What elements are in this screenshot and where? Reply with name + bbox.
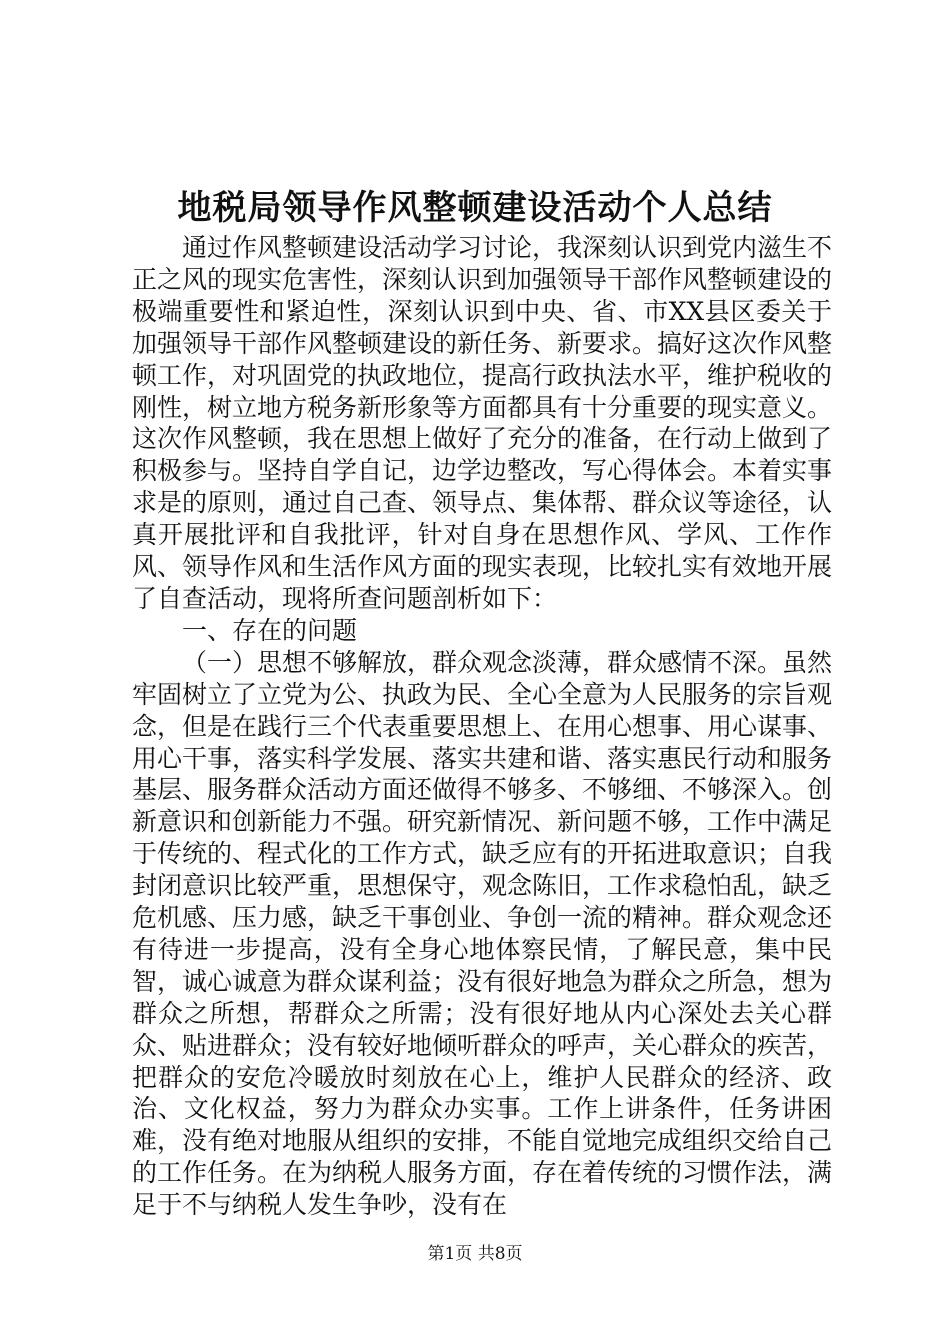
- section-heading: 一、存在的问题: [182, 615, 358, 645]
- document-body: [132, 232, 832, 1221]
- body-paragraph: （一）思想不够解放，群众观念淡薄，群众感情不深。虽然牢固树立了立党为公、执政为民、全心全意为人民服务的宗旨观念，但是在践行三个代表重要思想上、在用心想事、用心谋事、用心干事，落实科学发展、落实共建和谐、落实惠民行动和服务基层、服务群众活动方面还做得不够多、不够细、不够深入。创新意识和创新能力不强。研究新情况、新问题不够，工作中满足于传统的、程式化的工作方式，缺乏应有的开拓进取意识；自我封闭意识比较严重，思想保守，观念陈旧，工作求稳怕乱，缺乏危机感、压力感，缺乏干事创业、争创一流的精神。群众观念还有待进一步提高，没有全身心地体察民情，了解民意，集中民智，诚心诚意为群众谋利益；没有很好地急为群众之所急，想为群众之所想，帮群众之所需；没有很好地从内心深处去关心群众、贴进群众；没有较好地倾听群众的呼声，关心群众的疾苦，把群众的安危冷暖放时刻放在心上，维护人民群众的经济、政治、文化权益，努力为群众办实事。工作上讲条件，任务讲困难，没有绝对地服从组织的安排，不能自觉地完成组织交给自己的工作任务。在为纳税人服务方面，存在着传统的习惯作法，满足于不与纳税人发生争吵，没有在: [132, 647, 833, 1220]
- body-paragraph: 通过作风整顿建设活动学习讨论，我深刻认识到党内滋生不正之风的现实危害性，深刻认识到加强领导干部作风整顿建设的极端重要性和紧迫性，深刻认识到中央、省、市XX县区委关于加强领导干部作风整顿建设的新任务、新要求。搞好这次作风整顿工作，对巩固党的执政地位，提高行政执法水平，维护税收的刚性，树立地方税务新形象等方面都具有十分重要的现实意义。这次作风整顿，我在思想上做好了充分的准备，在行动上做到了积极参与。坚持自学自记，边学边整改，写心得体会。本着实事求是的原则，通过自己查、领导点、集体帮、群众议等途径，认真开展批评和自我批评，针对自身在思想作风、学风、工作作风、领导作风和生活作风方面的现实表现，比较扎实有效地开展了自查活动，现将所查问题剖析如下：: [132, 233, 833, 613]
- document-title: 地税局领导作风整顿建设活动个人总结: [177, 188, 773, 228]
- page-footer: 第1页 共8页: [427, 1244, 523, 1264]
